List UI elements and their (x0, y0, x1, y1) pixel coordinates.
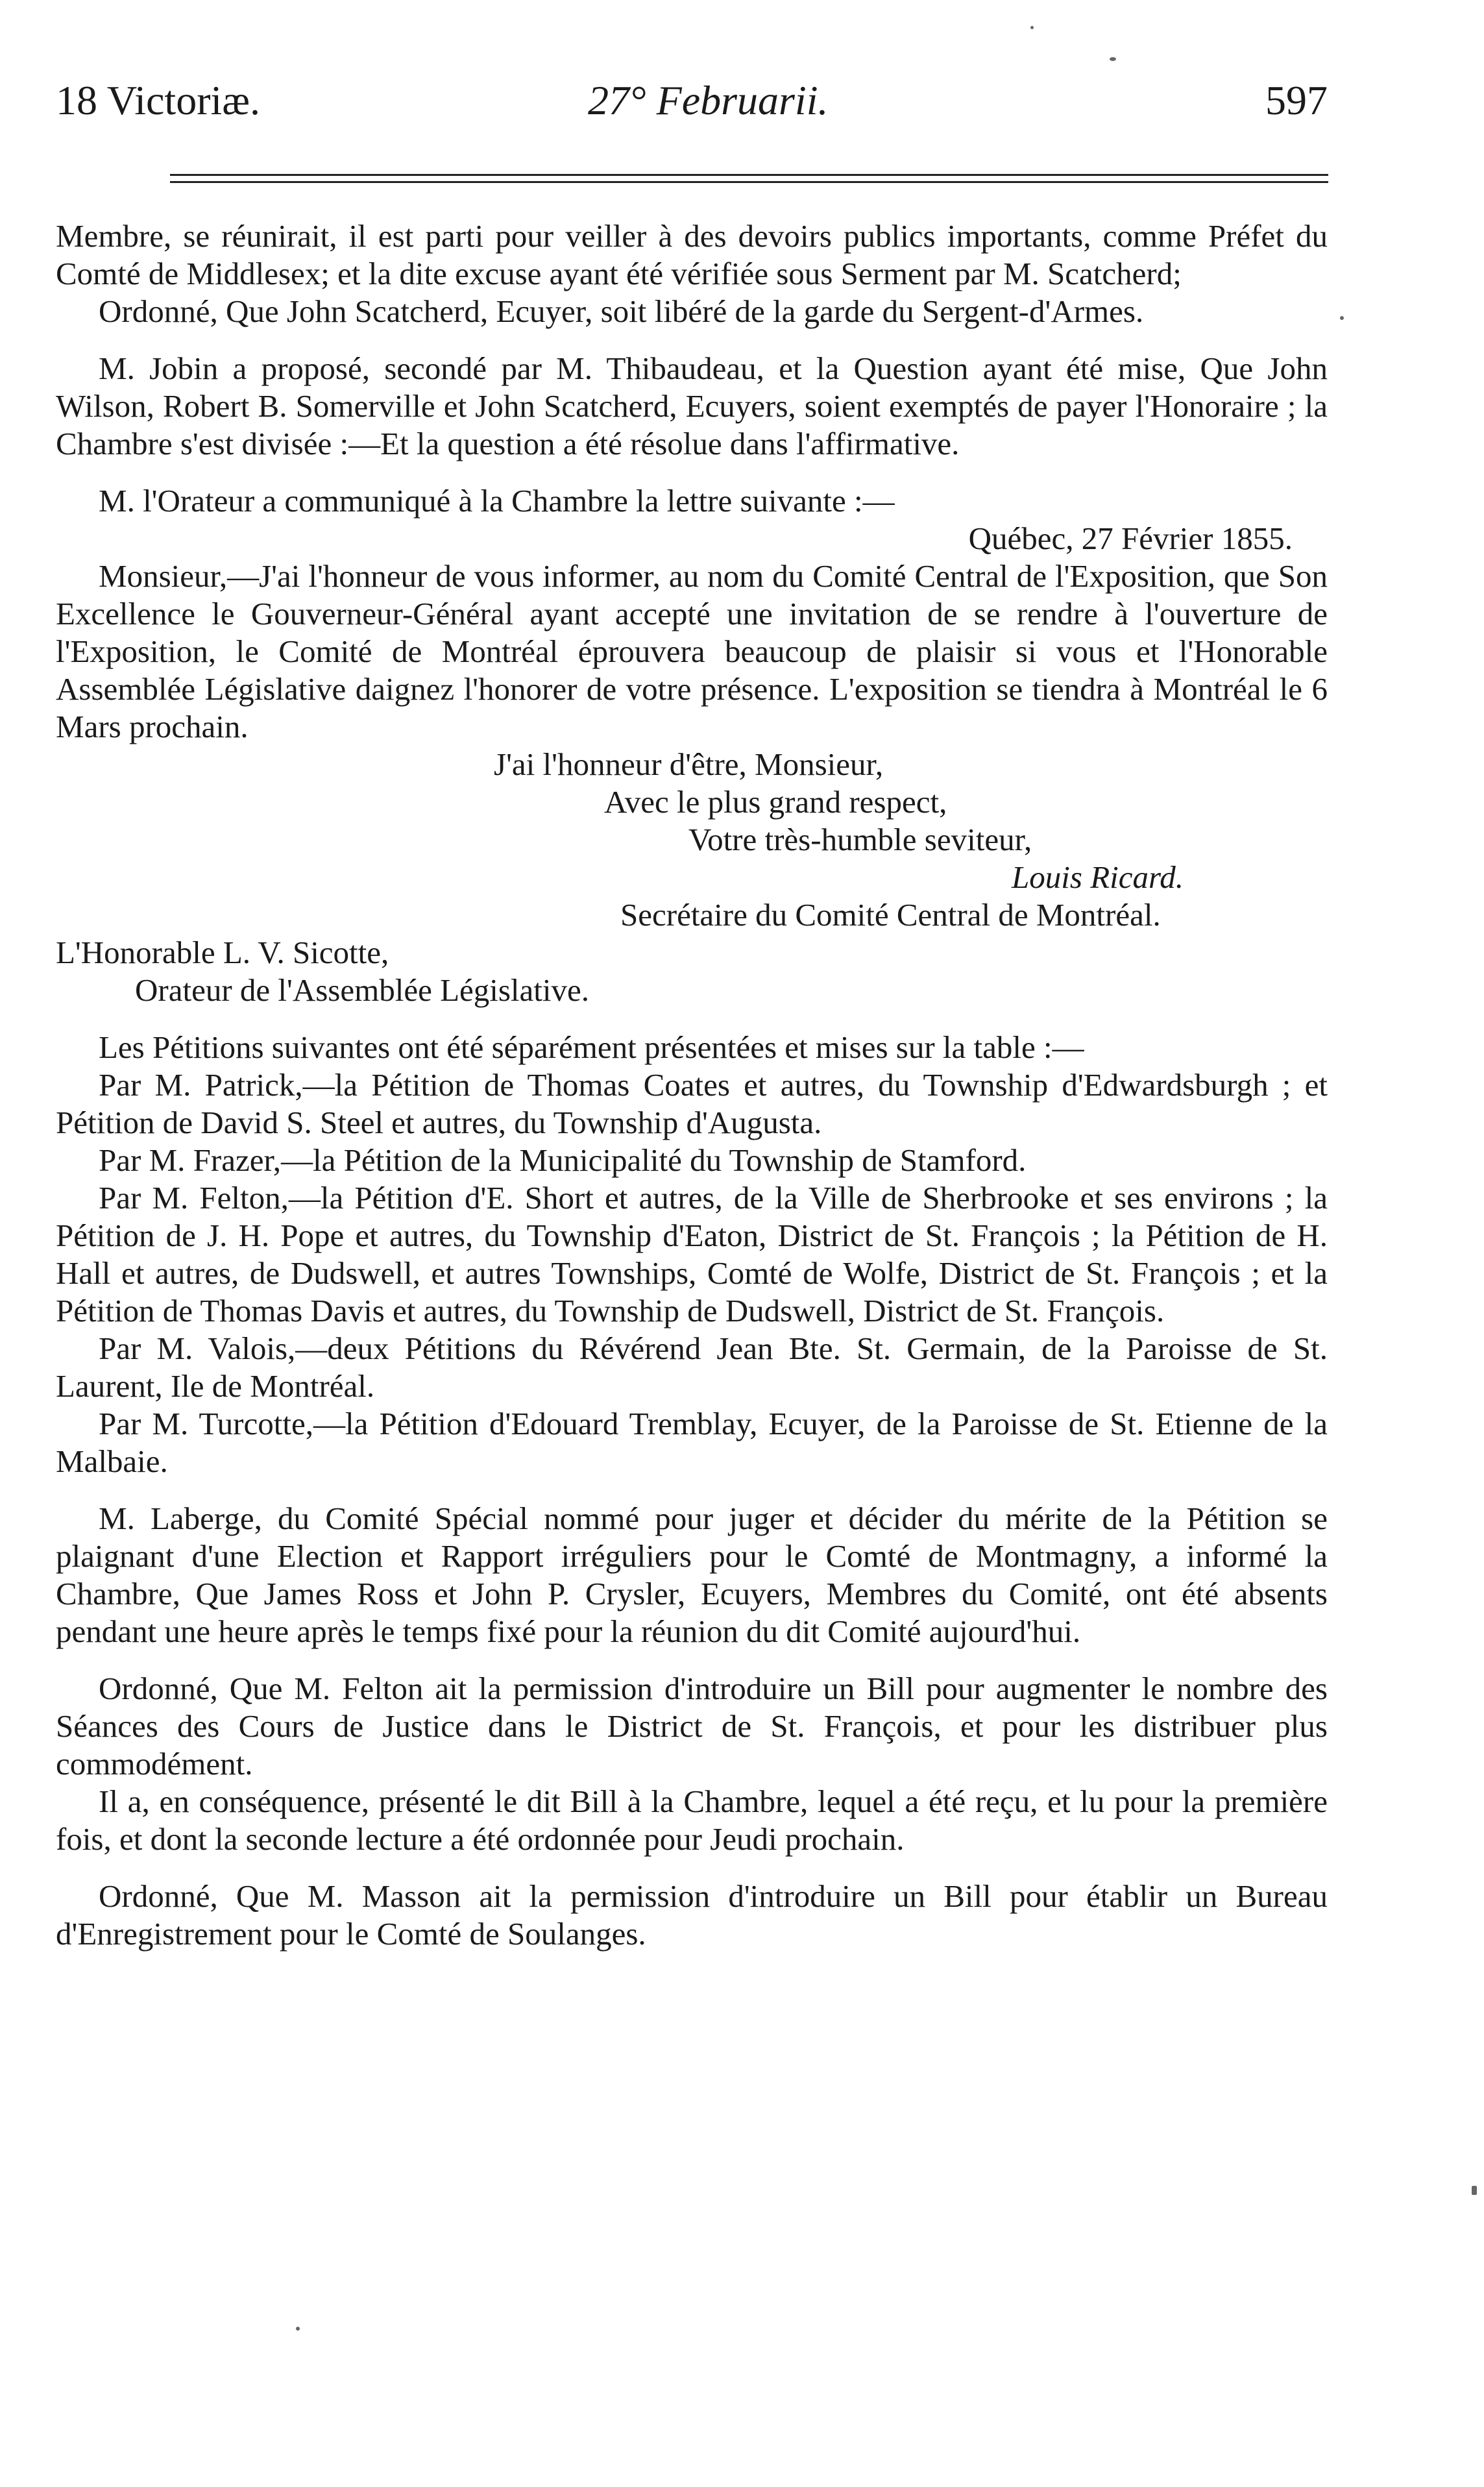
paragraph: Ordonné, Que John Scatcherd, Ecuyer, soit libéré de la garde du Sergent-d'Armes. (99, 293, 1144, 329)
paragraph: Membre, se réunirait, il est parti pour veiller à des devoirs publics importants, comme Préfet du Comté de Middlesex; et la dite excuse ayant été vérifiée sous Serment par M. Scatcherd; (56, 218, 1328, 291)
paragraph: Par M. Turcotte,—la Pétition d'Edouard Tremblay, Ecuyer, de la Paroisse de St. Etienne de la Malbaie. (56, 1406, 1328, 1479)
letter-body: Monsieur,—J'ai l'honneur de vous informer, au nom du Comité Central de l'Exposition, que Son Excellence le Gouverneur-Général ayant accepté une invitation de se rendre à l'ouverture de l'Exposition, le Comité de Montréal éprouvera beaucoup de plaisir si vous et l'Honorable Assemblée Législative daignez l'honorer de votre présence. L'exposition se tiendra à Montréal le 6 Mars prochain. (56, 558, 1328, 744)
paragraph: M. Jobin a proposé, secondé par M. Thibaudeau, et la Question ayant été mise, Que John Wilson, Robert B. Somerville et John Scatcherd, Ecuyers, soient exemptés de payer l'Honoraire ; la Chambre s'est divisée :—Et la question a été résolue dans l'affirmative. (56, 350, 1328, 461)
letter-addressee: L'Honorable L. V. Sicotte, (56, 935, 389, 970)
paragraph: M. l'Orateur a communiqué à la Chambre la lettre suivante :— (99, 483, 895, 519)
ink-speck (1030, 26, 1034, 29)
paragraph: M. Laberge, du Comité Spécial nommé pour juger et décider du mérite de la Pétition se plaignant d'une Election et Rapport irréguliers pour le Comté de Montmagny, a informé la Chambre, Que James Ross et John P. Crysler, Ecuyers, Membres du Comité, ont été absents pendant une heure après le temps fixé pour la réunion du dit Comité aujourd'hui. (56, 1501, 1328, 1649)
letter-addressee-title: Orateur de l'Assemblée Législative. (135, 972, 590, 1008)
letter-closing-line: Avec le plus grand respect, (604, 784, 947, 820)
letter-signature: Louis Ricard. (1012, 859, 1184, 895)
page-number: 597 (1265, 77, 1328, 123)
paragraph: Par M. Valois,—deux Pétitions du Révérend Jean Bte. St. Germain, de la Paroisse de St. Laurent, Ile de Montréal. (56, 1330, 1328, 1404)
page-header (56, 77, 1328, 141)
header-rule-top (170, 174, 1328, 176)
paragraph: Ordonné, Que M. Masson ait la permission d'introduire un Bill pour établir un Bureau d'Enregistrement pour le Comté de Soulanges. (56, 1878, 1328, 1952)
ink-speck (296, 2327, 300, 2331)
header-date: 27° Februarii. (588, 77, 829, 123)
paragraph: Les Pétitions suivantes ont été séparément présentées et mises sur la table :— (99, 1029, 1084, 1065)
paragraph: Par M. Patrick,—la Pétition de Thomas Coates et autres, du Township d'Edwardsburgh ; et Pétition de David S. Steel et autres, du Township d'Augusta. (56, 1067, 1328, 1140)
header-session: 18 Victoriæ. (56, 77, 260, 123)
letter-signatory-title: Secrétaire du Comité Central de Montréal. (620, 897, 1161, 933)
ink-speck (1110, 57, 1116, 61)
ink-speck (1340, 316, 1344, 320)
paragraph: Par M. Frazer,—la Pétition de la Municipalité du Township de Stamford. (99, 1142, 1027, 1178)
letter-closing-line: J'ai l'honneur d'être, Monsieur, (494, 746, 884, 782)
letter-dateline: Québec, 27 Février 1855. (968, 521, 1293, 556)
document-body (56, 217, 1328, 1953)
letter-closing-line: Votre très-humble seviteur, (688, 822, 1032, 857)
paragraph: Par M. Felton,—la Pétition d'E. Short et autres, de la Ville de Sherbrooke et ses environs ; la Pétition de J. H. Pope et autres, du Township d'Eaton, District de St. François ; la Pétition de H. Hall et autres, de Dudswell, et autres Townships, Comté de Wolfe, District de St. François ; et la Pétition de Thomas Davis et autres, du Township de Dudswell, District de St. François. (56, 1180, 1328, 1329)
header-rule-bottom (170, 181, 1328, 183)
paragraph: Ordonné, Que M. Felton ait la permission d'introduire un Bill pour augmenter le nombre des Séances des Cours de Justice dans le District de St. François, et pour les distribuer plus commodément. (56, 1671, 1328, 1782)
ink-speck (1472, 2186, 1477, 2195)
paragraph: Il a, en conséquence, présenté le dit Bill à la Chambre, lequel a été reçu, et lu pour la première fois, et dont la seconde lecture a été ordonnée pour Jeudi prochain. (56, 1783, 1328, 1857)
